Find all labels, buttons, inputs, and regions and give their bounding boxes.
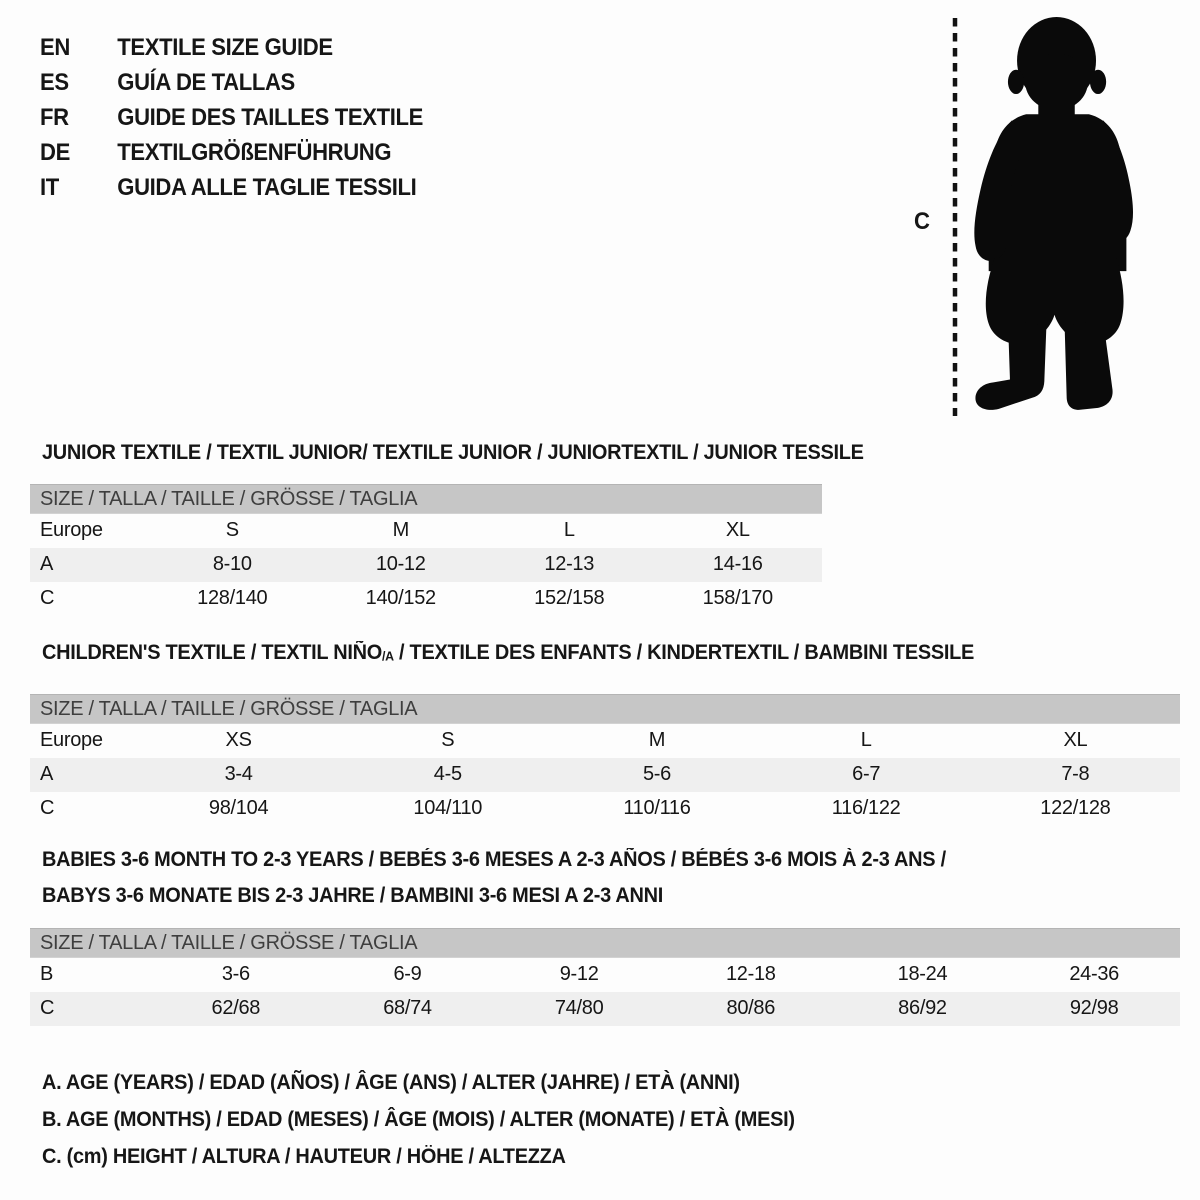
size-cell: 98/104 <box>208 797 269 819</box>
children-size-table <box>30 694 1180 826</box>
row-label: Europe <box>40 729 103 752</box>
size-header-cell: SIZE / TALLA / TAILLE / GRÖSSE / TAGLIA <box>30 485 822 514</box>
language-row-en <box>40 30 423 65</box>
language-title: GUÍA DE TALLAS <box>117 68 295 96</box>
size-cell: XL <box>1063 729 1088 752</box>
toddler-silhouette-icon <box>965 13 1143 421</box>
babies-heading-line1: BABIES 3-6 MONTH TO 2-3 YEARS / BEBÉS 3-6 MESES A 2-3 AÑOS / BÉBÉS 3-6 MOIS À 2-3 ANS / <box>42 848 946 871</box>
size-cell: L <box>860 729 872 752</box>
height-measure-figure <box>890 0 1200 440</box>
size-cell: 18-24 <box>897 963 948 986</box>
size-cell: 158/170 <box>702 587 773 609</box>
table-row-height <box>30 792 1180 826</box>
size-cell: 6-7 <box>762 758 971 792</box>
language-code: FR <box>40 103 69 131</box>
language-code: DE <box>40 138 70 166</box>
size-cell: 8-10 <box>148 548 317 582</box>
babies-size-table <box>30 928 1180 1026</box>
language-title: TEXTILGRÖßENFÜHRUNG <box>117 138 392 166</box>
language-title: GUIDA ALLE TAGLIE TESSILI <box>117 173 417 201</box>
size-cell: 68/74 <box>322 992 494 1026</box>
table-header-row <box>30 929 1180 958</box>
row-label: C <box>40 797 55 819</box>
size-cell: M <box>392 519 409 542</box>
children-heading-subscript: /A <box>381 648 394 664</box>
table-row-age <box>30 548 822 582</box>
row-label: A <box>30 548 148 582</box>
size-cell: 6-9 <box>393 963 422 986</box>
size-cell: 3-6 <box>221 963 250 986</box>
size-cell: M <box>648 729 666 752</box>
legend-line-c: C. (cm) HEIGHT / ALTURA / HAUTEUR / HÖHE / ALTEZZA <box>42 1144 566 1168</box>
size-cell: 5-6 <box>552 758 761 792</box>
babies-section-heading <box>42 842 946 914</box>
row-label: C <box>30 992 150 1026</box>
legend-line-b: B. AGE (MONTHS) / EDAD (MESES) / ÂGE (MOIS) / ALTER (MONATE) / ETÀ (MESI) <box>42 1107 795 1131</box>
size-cell: XS <box>225 729 252 752</box>
size-cell: 140/152 <box>365 587 436 609</box>
language-row-de <box>40 135 423 170</box>
language-code: EN <box>40 33 70 61</box>
size-cell: 24-36 <box>1069 963 1119 986</box>
children-heading-text: / TEXTILE DES ENFANTS / KINDERTEXTIL / BAMBINI TESSILE <box>393 641 975 664</box>
table-row-europe <box>30 724 1180 758</box>
children-section-heading <box>42 640 974 670</box>
legend-line-a: A. AGE (YEARS) / EDAD (AÑOS) / ÂGE (ANS) / ALTER (JAHRE) / ETÀ (ANNI) <box>42 1070 740 1094</box>
size-cell: 7-8 <box>971 758 1180 792</box>
row-label: B <box>40 963 54 986</box>
junior-section-heading: JUNIOR TEXTILE / TEXTIL JUNIOR/ TEXTILE JUNIOR / JUNIORTEXTIL / JUNIOR TESSILE <box>42 441 864 464</box>
language-row-it <box>40 170 423 205</box>
size-cell: 10-12 <box>317 548 486 582</box>
language-title: GUIDE DES TAILLES TEXTILE <box>117 103 423 131</box>
size-cell: 104/110 <box>413 797 483 819</box>
table-header-row <box>30 695 1180 724</box>
language-code: IT <box>40 173 59 201</box>
size-cell: 128/140 <box>197 587 268 609</box>
size-cell: 86/92 <box>837 992 1009 1026</box>
size-cell: 116/122 <box>831 797 901 819</box>
size-cell: 110/116 <box>623 797 691 819</box>
size-cell: 80/86 <box>665 992 837 1026</box>
language-row-fr <box>40 100 423 135</box>
size-cell: 9-12 <box>559 963 599 986</box>
language-title: TEXTILE SIZE GUIDE <box>117 33 333 61</box>
size-cell: 62/68 <box>150 992 322 1026</box>
measurement-legend <box>42 1064 834 1175</box>
row-label: Europe <box>40 519 103 542</box>
table-row-months <box>30 958 1180 992</box>
children-heading-text: CHILDREN'S TEXTILE / TEXTIL NIÑO <box>42 641 382 664</box>
size-cell: 92/98 <box>1008 992 1180 1026</box>
size-cell: S <box>441 729 455 752</box>
table-row-europe <box>30 514 822 548</box>
junior-size-table <box>30 484 822 616</box>
size-cell: 14-16 <box>654 548 823 582</box>
size-header-cell: SIZE / TALLA / TAILLE / GRÖSSE / TAGLIA <box>30 929 1180 958</box>
size-cell: 12-13 <box>485 548 654 582</box>
size-cell: 4-5 <box>343 758 552 792</box>
row-label: C <box>40 587 55 609</box>
language-row-es <box>40 65 423 100</box>
size-cell: 74/80 <box>493 992 665 1026</box>
size-cell: XL <box>725 519 750 542</box>
height-measure-label: C <box>914 208 930 235</box>
size-cell: 122/128 <box>1040 797 1111 819</box>
language-list <box>40 30 456 205</box>
language-code: ES <box>40 68 69 96</box>
height-dashed-line <box>951 18 959 416</box>
size-cell: 152/158 <box>534 587 605 609</box>
table-row-height <box>30 582 822 616</box>
table-row-height <box>30 992 1180 1026</box>
size-cell: 12-18 <box>725 963 776 986</box>
table-header-row <box>30 485 822 514</box>
size-header-cell: SIZE / TALLA / TAILLE / GRÖSSE / TAGLIA <box>30 695 1180 724</box>
row-label: A <box>30 758 134 792</box>
size-cell: S <box>225 519 239 542</box>
babies-heading-line2: BABYS 3-6 MONATE BIS 2-3 JAHRE / BAMBINI 3-6 MESI A 2-3 ANNI <box>42 884 664 907</box>
size-cell: L <box>563 519 575 542</box>
table-row-age <box>30 758 1180 792</box>
size-cell: 3-4 <box>134 758 343 792</box>
